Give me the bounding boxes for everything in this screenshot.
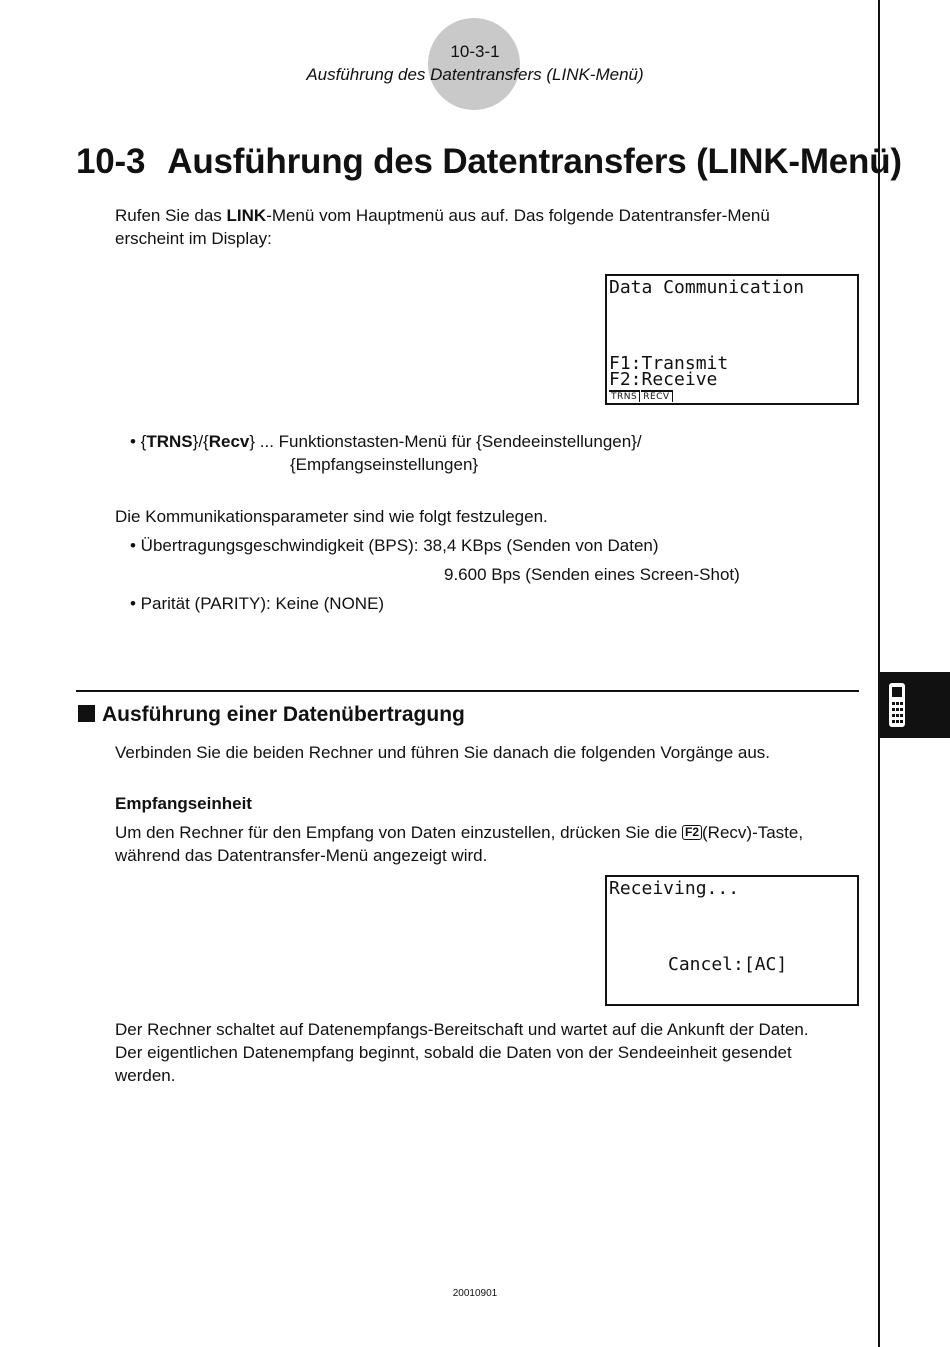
calculator-screen-receiving [605,875,859,1006]
bullet-key-trns: TRNS [146,432,193,451]
header-circle [428,18,520,110]
intro-paragraph [115,204,770,250]
function-key-bar [609,390,674,402]
f2-key-icon: F2 [682,825,702,840]
bullet-suffix: } ... Funktionstasten-Menü für {Sendeeinstellungen}/ [249,432,642,451]
params-parity: • Parität (PARITY): Keine (NONE) [130,594,385,613]
closing-line1: Der Rechner schaltet auf Datenempfangs-Bereitschaft und wartet auf die Ankunft der Daten. [115,1020,809,1039]
section-title: Ausführung des Datentransfers (LINK-Menü) [167,142,902,181]
subsection-intro: Verbinden Sie die beiden Rechner und führen Sie danach die folgenden Vorgänge aus. [115,743,771,762]
fkey-trns: TRNS [609,390,640,402]
intro-text: Rufen Sie das [115,206,227,225]
intro-link-term: LINK [226,206,267,225]
subsection-heading [78,703,465,727]
screen-receiving-status: Receiving... [609,878,740,899]
chapter-tab [880,672,950,738]
screen-option-transmit: F1:Transmit [609,353,729,374]
params-bps-line2: 9.600 Bps (Senden eines Screen-Shot) [444,565,740,584]
receiver-line2: während das Datentransfer-Menü angezeigt wird. [115,846,488,865]
params-intro: Die Kommunikationsparameter sind wie folgt festzulegen. [115,507,548,526]
receiver-text-cont: (Recv)-Taste, [702,823,804,842]
page-number: 10-3-1 [450,42,500,61]
receiver-instruction [115,821,803,867]
screen-cancel-hint: Cancel:[AC] [668,954,788,975]
section-heading [76,142,902,182]
intro-line2: erscheint im Display: [115,229,272,248]
bullet-function-menu [130,430,642,453]
bullet-mid: }/{ [192,432,209,451]
receiver-text: Um den Rechner für den Empfang von Daten einzustellen, drücken Sie die [115,823,682,842]
bullet-prefix: • { [130,432,147,451]
receiver-heading: Empfangseinheit [115,794,252,813]
screen-title: Data Communication [609,277,805,298]
closing-line3: werden. [115,1066,176,1085]
fkey-recv: RECV [641,390,672,402]
bullet-key-recv: Recv [208,432,250,451]
section-divider [76,690,859,692]
bullet-function-menu-line2: {Empfangseinstellungen} [290,455,479,474]
footer-code: 20010901 [452,1288,498,1299]
screen-option-receive: F2:Receive [609,369,718,390]
closing-paragraph [115,1018,809,1087]
closing-line2: Der eigentlichen Datenempfang beginnt, sobald die Daten von der Sendeeinheit gesendet [115,1043,792,1062]
params-bps: • Übertragungsgeschwindigkeit (BPS): 38,4 KBps (Senden von Daten) [130,536,659,555]
running-title: Ausführung des Datentransfers (LINK-Menü) [306,65,644,84]
heading-square-icon [78,705,95,722]
subsection-title: Ausführung einer Datenübertragung [102,703,465,726]
intro-text-cont: -Menü vom Hauptmenü aus auf. Das folgende Datentransfer-Menü [266,206,770,225]
calculator-icon [888,682,906,733]
section-number: 10-3 [76,142,146,181]
calculator-screen-data-communication [605,274,859,405]
